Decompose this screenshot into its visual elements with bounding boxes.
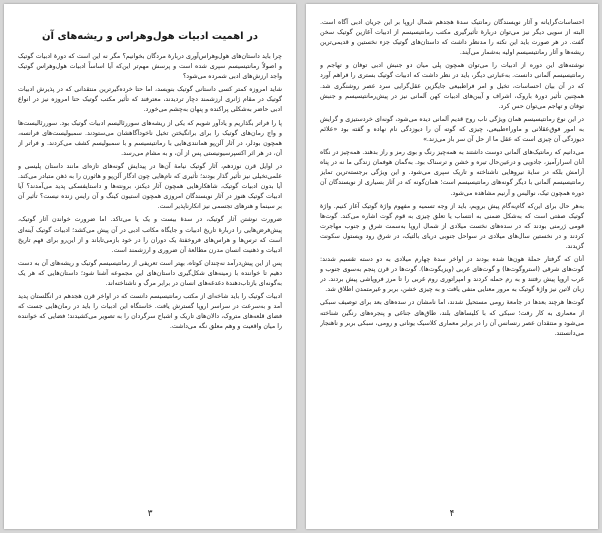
paragraph: ادبیات گوتیک را باید شاخه‌ای از مکتب رمانتیسیسم دانست که در اواخر قرن هجدهم در انگلستان پدید آمد و به‌سرعت در سراسر اروپا گسترش یافت. خاستگاه این ادبیات را باید در رمان‌هایی جست که فضای قلعه‌های متروک، دالان‌های تاریک و اشباح سرگردان را به تصویر می‌کشیدند؛ فضایی که خواننده را میان واقعیت و وهم معلق نگه می‌داشت. [18, 293, 282, 331]
chapter-title: در اهمیت ادبیات هول‌وهراس و ریشه‌های آن [42, 31, 258, 42]
page-text-column [18, 24, 282, 501]
paragraph: احساسات‌گرایانه و آثار نویسندگان رمانتیک سدهٔ هجدهم شمال اروپا بر این جریان ادبی آگاه است. البته از سویی دیگر نیز می‌توان دربارهٔ تأثیرگیری مکتب رمانتیسیسم از ادبیات آغازین گوتیک سخن گفت. در هر صورت باید این نکته را مدنظر داشت که داستان‌های گوتیک جزء نخستین و قدیمی‌ترین ریشه‌ها و آثار رمانتیسیسم اولیه به‌شمار می‌آیند. [320, 19, 584, 57]
page-text-column [320, 18, 584, 501]
paragraph: در اوایل قرن نوزدهم، آثار گوتیک نیامهٔ آن‌ها در پیدایش گونه‌های تازه‌ای مانند داستان پلیسی و علمی‌تخیلی نیز تأثیر گذار بودند؛ تأثیری که نام‌هایی چون ادگار آلن‌پو و هاثورن را به ذهن متبادر می‌کند. آیا بدون ادبیات گوتیک، شاهکارهایی همچون آثار دیکنز، برونته‌ها و داستایفسکی پدید می‌آمدند؟ آیا ادبیات گوتیک هنوز در آثار نویسندگان امروزی همچون استیون کینگ و آن رایس زنده نیست؟ تأثیر آن بر سینما و هنرهای تجسمی نیز انکارناپذیر است. [18, 162, 282, 211]
paragraph: گوت‌ها هرچند بعدها در جامعهٔ رومی مستحیل شدند، اما نامشان در سده‌های بعد برای توصیف سبکی از معماری به کار رفت؛ سبکی که با کلیساهای بلند، طاق‌های جناغی و پنجره‌های رنگین شناخته می‌شود و منتقدان عصر رنسانس آن را در برابر معماری کلاسیک یونانی و رومی، سبکی بربر و ناهنجار می‌دانستند. [320, 299, 584, 337]
paragraph: پا را فراتر بگذاریم و یادآور شویم که یکی از ریشه‌های سوررئالیسم ادبیات گوتیک بود. سوررئالیست‌ها و واج رمان‌های گوتیک را برای برانگیختن تخیل ناخودآگاهشان می‌ستودند. سمبولیست‌های فرانسه، همچون بودلر، در آثار آلن‌پو همانندی‌هایی با رمانتیسیسم و با سمبولیسم کشف می‌کردند. و فراتر از آن، در هر اثر اکسپرسیونیستی پس از آن، و به مشام می‌رسد. [18, 119, 282, 157]
paragraph: شاید امروزه کمتر کسی داستانی گوتیک بنویسد، اما حتا خرده‌گیرترین منتقدانی که در پذیرش ادبیات گوتیک در مقام ژانری ارزشمند دچار تردیدند، معترفند که تأثیر مکتب گوتیک حتا امروزه نیز در انواع ادبی حاضر به‌شکلی پراکنده و پنهان به‌چشم می‌خورد. [18, 86, 282, 114]
book-page-right [306, 4, 598, 529]
paragraph: آنان که گرفتار حملهٔ هون‌ها شده بودند در اواخر سدهٔ چهارم میلادی به دو دسته تقسیم شدند: گوت‌های شرقی (استروگوت‌ها) و گوت‌های غربی (ویزیگوت‌ها). گوت‌ها در قرن پنجم به‌سوی جنوب و غرب اروپا پیش رفتند و به رم حمله کردند و امپراتوری روم غربی را تا مرز فروپاشی پیش بردند. در زبان لاتین نیز واژهٔ گوتیک به مرور معنایی منفی یافت و به چیزی خشن، بربر و غیرمتمدن اطلاق شد. [320, 256, 584, 294]
paragraph: به‌هر حال برای این‌که گام‌به‌گام پیش برویم، باید از وجه تسمیه و مفهوم واژهٔ گوتیک آغاز کنیم. واژهٔ گوتیک صفتی است که به‌شکل ضمنی به انتساب یا تعلق چیزی به قوم گوت اشاره می‌کند. گوت‌ها قومی ژرمنی بودند که در سده‌های نخست میلادی از شمال اروپا به‌سمت شرق و جنوب مهاجرت کردند و در نخستین سال‌های میلادی در سواحل جنوبی دریای بالتیک، در شرق رود ویستول سکونت گزیدند. [320, 202, 584, 250]
paragraph: نوشته‌های این دوره از ادبیات را می‌توان همچون پلی میان دو جنبش ادبی توفان و تهاجم و رمانتیسیسم آلمانی دانست. به‌عبارتی دیگر، باید در نظر داشت که ادبیات گوتیک بستری را فراهم آورد که در آن بیان احساسات، تخیل و امر فراطبیعی جایگزین عقل‌گرایی سرد عصر روشنگری شد. همچنین تأثیر دورهٔ باروک، اشراف و آیین‌های ادبیات کهن آلمانی نیز در پیش‌رمانتیسیسم و جنبش توفان و تهاجم می‌توان حس کرد. [320, 62, 584, 110]
page-number: ۴ [449, 509, 455, 519]
book-page-left [4, 4, 296, 529]
paragraph: چرا باید داستان‌های هول‌وهراس‌آوری دربارهٔ مردگان بخوانیم؟ مگر نه این است که دورهٔ ادبیات گوتیک و اصولاً رمانتیسیسم سپری شده است و پرسش مهم‌تر این‌که آیا اساساً ادبیات هول‌وهراس گوتیک واجد ارزش‌های ادبی شمرده می‌شود؟ [18, 53, 282, 81]
paragraph: در این نوع رمانتیسیسم همان ویژگی ناب روح قدیم آلمانی دیده می‌شود، گونه‌ای خردستیزی و گرایش به امور فوق‌عقلانی و ماوراءطبیعی، چیزی که گوته آن را دیوزدگی نام نهاده و گفته بود «علائم دیوزدگی آن چیزی است که عقل ما از حل آن سر باز می‌زند.» [320, 115, 584, 144]
paragraph: ضرورت نوشتن آثار گوتیک، در سدهٔ بیست و یک یا می‌تاکد. اما ضرورت خواندن آثار گوتیک، پیش‌فرض‌هایی را دربارهٔ تاریخ ادبیات و جایگاه مکاتب ادبی در آن پیش می‌کشد؛ ادبیات گوتیک آینه‌ای است که ترس‌ها و هراس‌های فروخفتهٔ یک دوران را در خود بازمی‌تاباند و از این‌رو برای فهم تاریخ ادبیات و ذهنیت انسان مدرن مطالعهٔ آن ضروری و ارزشمند است. [18, 216, 282, 254]
paragraph: پس از این پیش‌درآمد نه‌چندان کوتاه، بهتر است تعریفی از رمانتیسیسم گوتیک و ریشه‌های آن به دست دهیم تا خواننده با زمینه‌های شکل‌گیری داستان‌های این مجموعه آشنا شود؛ داستان‌هایی که هر یک به‌گونه‌ای بازتاب‌دهندهٔ دغدغه‌های انسان در برابر مرگ و ناشناخته‌اند. [18, 259, 282, 287]
paragraph: می‌دانیم که رمانتیک‌های آلمانی دوست داشتند به همه‌چیز رنگ و بوی رمز و راز بدهند. همه‌چیز در نگاه آنان اسرارآمیز، جادویی و درعین‌حال تیره و خشن و ترسناک بود. به‌گمان هوفمان زندگی ما نه در پناه آرامش بلکه در سایهٔ نیروهایی ناشناخته و تاریک سپری می‌شود. و این ویژگی برجسته‌ترین تمایز رمانتیسیسم آلمانی با دیگر گونه‌های رمانتیسیسم است؛ همان‌گونه که در آثار بسیاری از نویسندگان آن دوره همچون تیک، نوالیس و آرنیم مشاهده می‌شود. [320, 149, 584, 197]
page-number: ۳ [147, 509, 153, 519]
